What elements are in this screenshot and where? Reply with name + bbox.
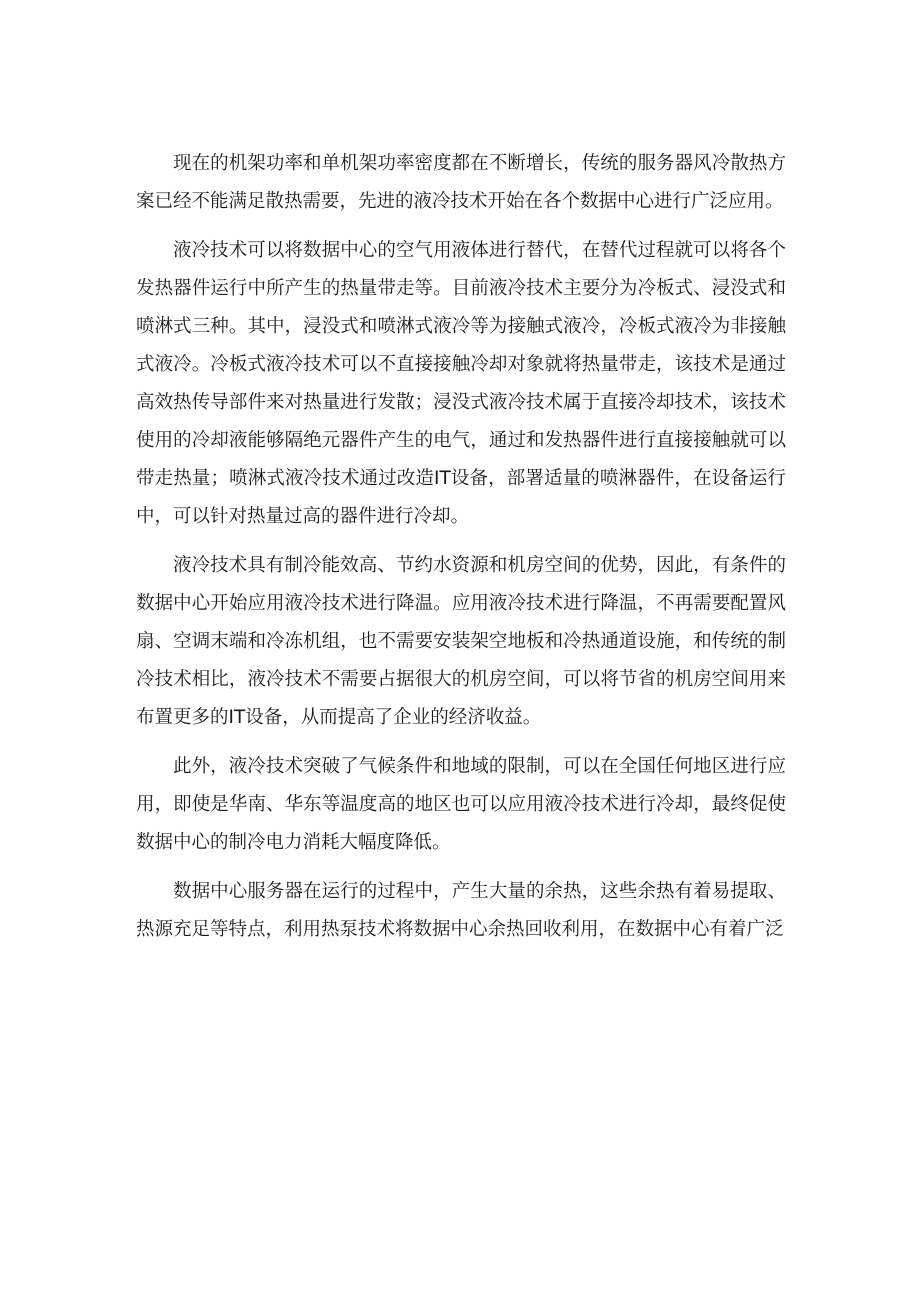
document-body	[136, 145, 786, 960]
paragraph-5: 数据中心服务器在运行的过程中，产生大量的余热，这些余热有着易提取、热源充足等特点，利用热泵技术将数据中心余热回收利用，在数据中心有着广泛	[136, 881, 786, 940]
paragraph-2: 液冷技术可以将数据中心的空气用液体进行替代，在替代过程就可以将各个发热器件运行中所产生的热量带走等。目前液冷技术主要分为冷板式、浸没式和喷淋式三种。其中，浸没式和喷淋式液冷等为接触式液冷，冷板式液冷为非接触式液冷。冷板式液冷技术可以不直接接触冷却对象就将热量带走，该技术是通过高效热传导部件来对热量进行发散；浸没式液冷技术属于直接冷却技术，该技术使用的冷却液能够隔绝元器件产生的电气，通过和发热器件进行直接接触就可以带走热量；喷淋式液冷技术通过改造IT设备，部署适量的喷淋器件，在设备运行中，可以针对热量过高的器件进行冷却。	[136, 240, 786, 527]
paragraph-3: 液冷技术具有制冷能效高、节约水资源和机房空间的优势，因此，有条件的数据中心开始应用液冷技术进行降温。应用液冷技术进行降温，不再需要配置风扇、空调末端和冷冻机组，也不需要安装架空地板和冷热通道设施，和传统的制冷技术相比，液冷技术不需要占据很大的机房空间，可以将节省的机房空间用来布置更多的IT设备，从而提高了企业的经济收益。	[136, 555, 786, 728]
paragraph-1: 现在的机架功率和单机架功率密度都在不断增长，传统的服务器风冷散热方案已经不能满足散热需要，先进的液冷技术开始在各个数据中心进行广泛应用。	[136, 153, 786, 212]
paragraph-4: 此外，液冷技术突破了气候条件和地域的限制，可以在全国任何地区进行应用，即使是华南、华东等温度高的地区也可以应用液冷技术进行冷却，最终促使数据中心的制冷电力消耗大幅度降低。	[136, 756, 786, 853]
